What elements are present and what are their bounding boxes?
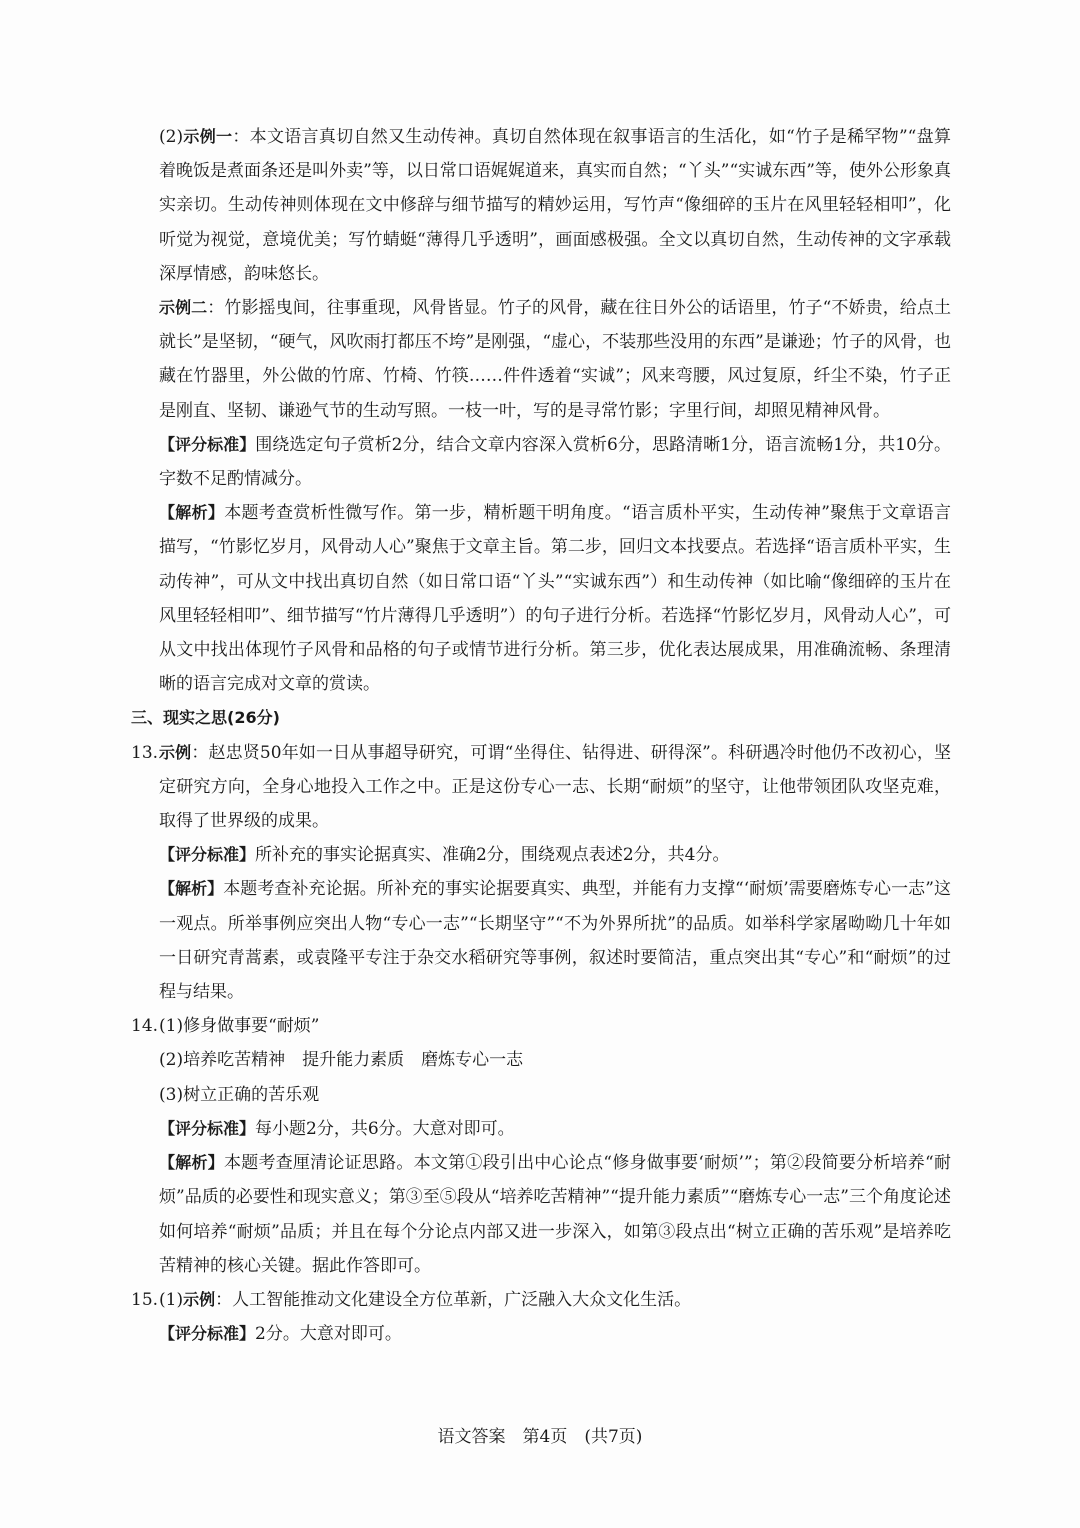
q12-example-1-label: 示例一 xyxy=(183,127,233,146)
q14-answer-1 xyxy=(131,1009,951,1043)
q12-example-1-body: ：本文语言真切自然又生动传神。真切自然体现在叙事语言的生活化，如“竹子是稀罕物”“盘算着晚饭是煮面条还是叫外卖”等，以日常口语娓娓道来，真实而自然；“丫头”“实诚东西”等，使外公形象真实亲切。生动传神则体现在文中修辞与细节描写的精妙运用，写竹声“像细碎的玉片在风里轻轻相叩”，化听觉为视觉，意境优美；写竹蜻蜓“薄得几乎透明”，画面感极强。全文以真切自然，生动传神的文字承载深厚情感，韵味悠长。 xyxy=(159,127,951,284)
q12-example-2-label: 示例二 xyxy=(159,298,208,318)
q13-label: 示例 xyxy=(159,742,192,762)
q14-analysis xyxy=(131,1146,951,1283)
q14-scoring-label: 【评分标准】 xyxy=(159,1118,256,1138)
q15-answer-1 xyxy=(131,1283,951,1317)
q12-analysis xyxy=(131,496,951,701)
q12-example-1 xyxy=(131,120,951,291)
q15-number: 15. xyxy=(131,1289,159,1310)
q12-scoring-label: 【评分标准】 xyxy=(159,434,256,454)
q12-scoring-body: 围绕选定句子赏析2分，结合文章内容深入赏析6分，思路清晰1分，语言流畅1分，共10分。字数不足酌情减分。 xyxy=(159,434,951,490)
q12-example-2-body: ：竹影摇曳间，往事重现，风骨皆显。竹子的风骨，藏在往日外公的话语里，竹子“不娇贵，给点土就长”是坚韧，“硬气，风吹雨打都压不垮”是刚强，“虚心，不装那些没用的东西”是谦逊；竹子的风骨，也藏在竹器里，外公做的竹席、竹椅、竹筷……件件透着“实诚”；风来弯腰，风过复原，纤尘不染，竹子正是刚直、坚韧、谦逊气节的生动写照。一枝一叶，写的是寻常竹影；字里行间，却照见精神风骨。 xyxy=(159,298,951,421)
q14-scoring-body: 每小题2分，共6分。大意对即可。 xyxy=(255,1118,515,1139)
q15-scoring-label: 【评分标准】 xyxy=(159,1324,256,1344)
q13-scoring-label: 【评分标准】 xyxy=(159,845,256,865)
page-footer: 语文答案 第4页 (共7页) xyxy=(437,1427,643,1447)
section-3-title: 三、现实之思(26分) xyxy=(131,708,280,728)
q13-analysis-label: 【解析】 xyxy=(159,879,224,899)
q14-analysis-body: 本题考查厘清论证思路。本文第①段引出中心论点“修身做事要‘耐烦’”；第②段简要分析培养“耐烦”品质的必要性和现实意义；第③至⑤段从“培养吃苦精神”“提升能力素质”“磨炼专心一志”三个角度论述如何培养“耐烦”品质；并且在每个分论点内部又进一步深入，如第③段点出“树立正确的苦乐观”是培养吃苦精神的核心关键。据此作答即可。 xyxy=(159,1153,951,1276)
q15-prefix: (1) xyxy=(159,1289,184,1310)
q14-answer-3: (3)树立正确的苦乐观 xyxy=(159,1084,320,1105)
q15-scoring-body: 2分。大意对即可。 xyxy=(255,1324,402,1345)
q14-answer-2: (2)培养吃苦精神 提升能力素质 磨炼专心一志 xyxy=(159,1050,524,1071)
q13-scoring xyxy=(131,838,951,872)
q12-example-1-prefix: (2) xyxy=(159,127,184,147)
q13-number: 13. xyxy=(131,742,159,763)
q12-scoring xyxy=(131,428,951,496)
q13-analysis-body: 本题考查补充论据。所补充的事实论据要真实、典型，并能有力支撑“‘耐烦’需要磨炼专心一志”这一观点。所举事例应突出人物“专心一志”“长期坚守”“不为外界所扰”的品质。如举科学家屠呦呦几十年如一日研究青蒿素，或袁隆平专注于杂交水稻研究等事例，叙述时要简洁，重点突出其“专心”和“耐烦”的过程与结果。 xyxy=(159,879,951,1003)
q12-example-2 xyxy=(131,291,951,428)
q14-number: 14. xyxy=(131,1016,159,1037)
q12-analysis-label: 【解析】 xyxy=(159,503,225,523)
q13-answer xyxy=(131,736,951,839)
q14-scoring xyxy=(131,1112,951,1146)
q13-body: ：赵忠贤50年如一日从事超导研究，可谓“坐得住、钻得进、研得深”。科研遇冷时他仍不改初心，坚定研究方向，全身心地投入工作之中。正是这份专心一志、长期“耐烦”的坚守，让他带领团队攻坚克难，取得了世界级的成果。 xyxy=(159,742,951,832)
q12-analysis-body: 本题考查赏析性微写作。第一步，精析题干明角度。“语言质朴平实，生动传神”聚焦于文章语言描写，“竹影忆岁月，风骨动人心”聚焦于文章主旨。第二步，回归文本找要点。若选择“语言质朴平实，生动传神”，可从文中找出真切自然（如日常口语“丫头”“实诚东西”）和生动传神（如比喻“像细碎的玉片在风里轻轻相叩”、细节描写“竹片薄得几乎透明”）的句子进行分析。若选择“竹影忆岁月，风骨动人心”，可从文中找出体现竹子风骨和品格的句子或情节进行分析。第三步，优化表达展成果，用准确流畅、条理清晰的语言完成对文章的赏读。 xyxy=(159,503,951,695)
q13-analysis xyxy=(131,872,951,1009)
q14-analysis-label: 【解析】 xyxy=(159,1153,224,1173)
q15-scoring xyxy=(131,1317,951,1351)
page-content xyxy=(131,120,951,1351)
q13-scoring-body: 所补充的事实论据真实、准确2分，围绕观点表述2分，共4分。 xyxy=(255,845,730,866)
q14-answer-1-text: (1)修身做事要“耐烦” xyxy=(159,1016,320,1037)
q15-label: 示例 xyxy=(183,1289,216,1309)
q15-body: ：人工智能推动文化建设全方位革新，广泛融入大众文化生活。 xyxy=(215,1289,692,1310)
